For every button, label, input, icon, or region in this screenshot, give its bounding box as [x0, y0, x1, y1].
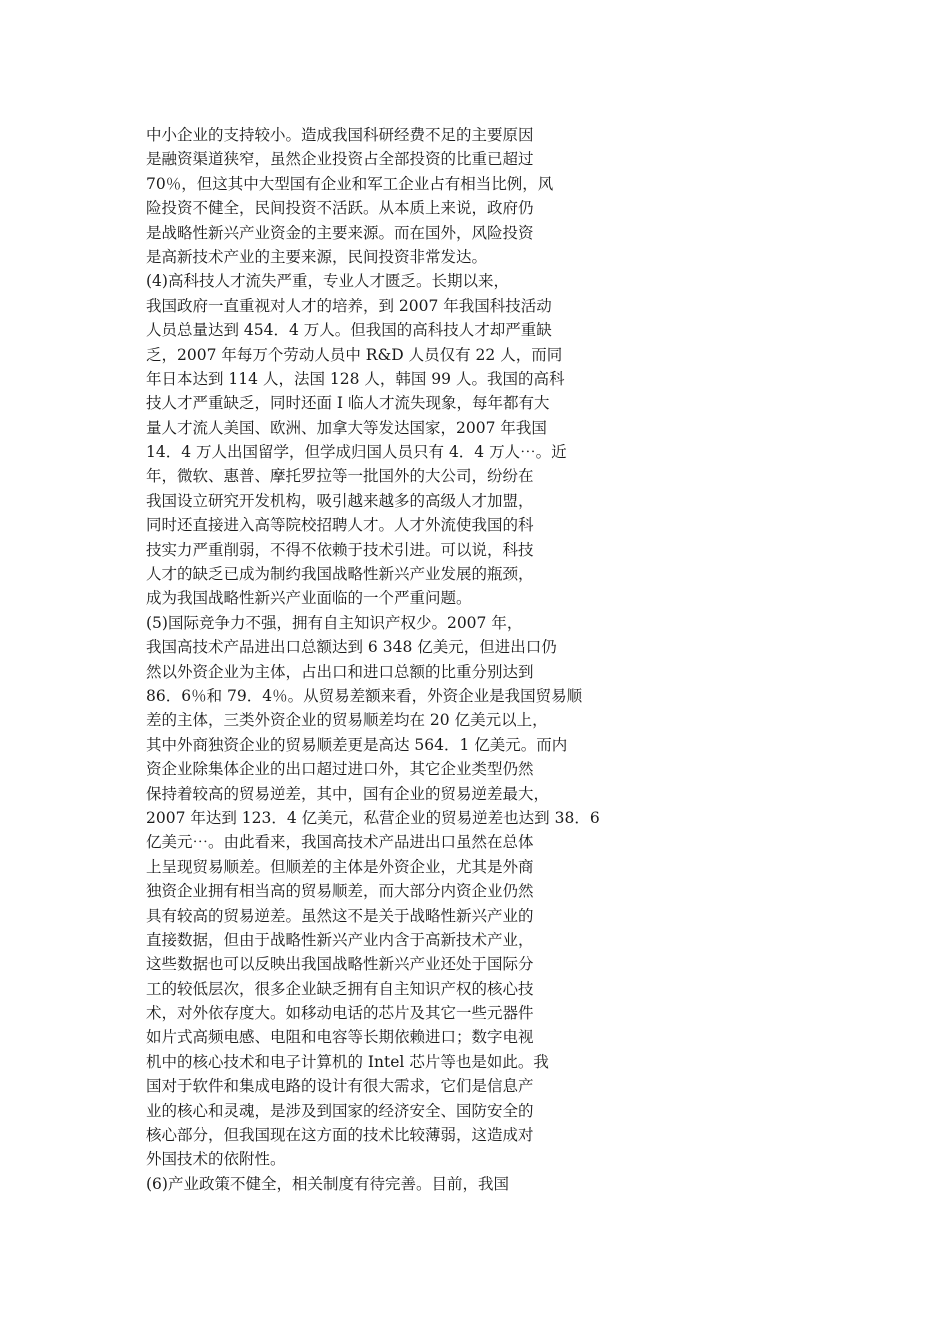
- section-heading-4: (4)高科技人才流失严重，专业人才匮乏。长期以来，: [146, 272, 509, 291]
- text-line: 亿美元⋯。由此看来，我国高技术产品进出口虽然在总体: [146, 833, 534, 852]
- text-line: 其中外商独资企业的贸易顺差更是高达 564．1 亿美元。而内: [146, 735, 568, 754]
- text-line: 同时还直接进入高等院校招聘人才。人才外流使我国的科: [146, 516, 534, 535]
- text-line: 年，微软、惠普、摩托罗拉等一批国外的大公司，纷纷在: [146, 467, 534, 486]
- text-line: 具有较高的贸易逆差。虽然这不是关于战略性新兴产业的: [146, 906, 534, 925]
- text-line: 14．4 万人出国留学，但学成归国人员只有 4．4 万人⋯。近: [146, 443, 567, 462]
- text-line: 我国设立研究开发机构，吸引越来越多的高级人才加盟，: [146, 491, 534, 510]
- text-line: 独资企业拥有相当高的贸易顺差，而大部分内资企业仍然: [146, 882, 534, 901]
- text-line: 国对于软件和集成电路的设计有很大需求，它们是信息产: [146, 1077, 534, 1096]
- text-line: 如片式高频电感、电阻和电容等长期依赖进口；数字电视: [146, 1028, 534, 1047]
- text-line: 量人才流人美国、欧洲、加拿大等发达国家，2007 年我国: [146, 418, 547, 437]
- text-line: 年日本达到 114 人，法国 128 人，韩国 99 人。我国的高科: [146, 369, 565, 388]
- text-line: 核心部分，但我国现在这方面的技术比较薄弱，这造成对: [146, 1126, 534, 1145]
- text-line: 2007 年达到 123．4 亿美元，私营企业的贸易逆差也达到 38．6: [146, 808, 600, 827]
- text-line: 机中的核心技术和电子计算机的 Intel 芯片等也是如此。我: [146, 1052, 549, 1071]
- text-line: 我国高技术产品进出口总额达到 6 348 亿美元，但进出口仍: [146, 638, 557, 657]
- section-heading-6: (6)产业政策不健全，相关制度有待完善。目前，我国: [146, 1174, 509, 1193]
- text-line: 差的主体，三类外资企业的贸易顺差均在 20 亿美元以上，: [146, 711, 548, 730]
- text-line: 保持着较高的贸易逆差，其中，国有企业的贸易逆差最大，: [146, 784, 550, 803]
- text-line: 人才的缺乏已成为制约我国战略性新兴产业发展的瓶颈，: [146, 565, 534, 584]
- text-line: 业的核心和灵魂，是涉及到国家的经济安全、国防安全的: [146, 1101, 534, 1120]
- text-line: 上呈现贸易顺差。但顺差的主体是外资企业，尤其是外商: [146, 857, 534, 876]
- text-line: 是高新技术产业的主要来源，民间投资非常发达。: [146, 247, 488, 266]
- text-line: 是战略性新兴产业资金的主要来源。而在国外，风险投资: [146, 223, 534, 242]
- text-line: 人员总量达到 454．4 万人。但我国的高科技人才却严重缺: [146, 321, 552, 340]
- text-line: 技人才严重缺乏，同时还面 I 临人才流失现象，每年都有大: [146, 394, 550, 413]
- text-line: 外国技术的依附性。: [146, 1150, 286, 1169]
- text-line: 险投资不健全，民间投资不活跃。从本质上来说，政府仍: [146, 199, 534, 218]
- text-line: 技实力严重削弱，不得不依赖于技术引进。可以说，科技: [146, 540, 534, 559]
- text-line: 86．6％和 79．4％。从贸易差额来看，外资企业是我国贸易顺: [146, 686, 583, 705]
- text-line: 这些数据也可以反映出我国战略性新兴产业还处于国际分: [146, 955, 534, 974]
- text-line: 成为我国战略性新兴产业面临的一个严重问题。: [146, 589, 472, 608]
- text-line: 术，对外依存度大。如移动电话的芯片及其它一些元器件: [146, 1004, 534, 1023]
- text-line: 直接数据，但由于战略性新兴产业内含于高新技术产业，: [146, 930, 534, 949]
- text-line: 我国政府一直重视对人才的培养，到 2007 年我国科技活动: [146, 296, 552, 315]
- text-line: 乏，2007 年每万个劳动人员中 R&D 人员仅有 22 人，而同: [146, 345, 563, 364]
- text-line: 中小企业的支持较小。造成我国科研经费不足的主要原因: [146, 126, 534, 144]
- text-line: 是融资渠道狭窄，虽然企业投资占全部投资的比重已超过: [146, 150, 534, 169]
- text-line: 工的较低层次，很多企业缺乏拥有自主知识产权的核心技: [146, 979, 534, 998]
- body-text: [146, 123, 616, 1196]
- text-line: 资企业除集体企业的出口超过进口外，其它企业类型仍然: [146, 760, 534, 779]
- text-line: 70％，但这其中大型国有企业和军工企业占有相当比例，风: [146, 174, 554, 193]
- text-line: 然以外资企业为主体，占出口和进口总额的比重分别达到: [146, 662, 534, 681]
- section-heading-5: (5)国际竞争力不强，拥有自主知识产权少。2007 年，: [146, 613, 523, 632]
